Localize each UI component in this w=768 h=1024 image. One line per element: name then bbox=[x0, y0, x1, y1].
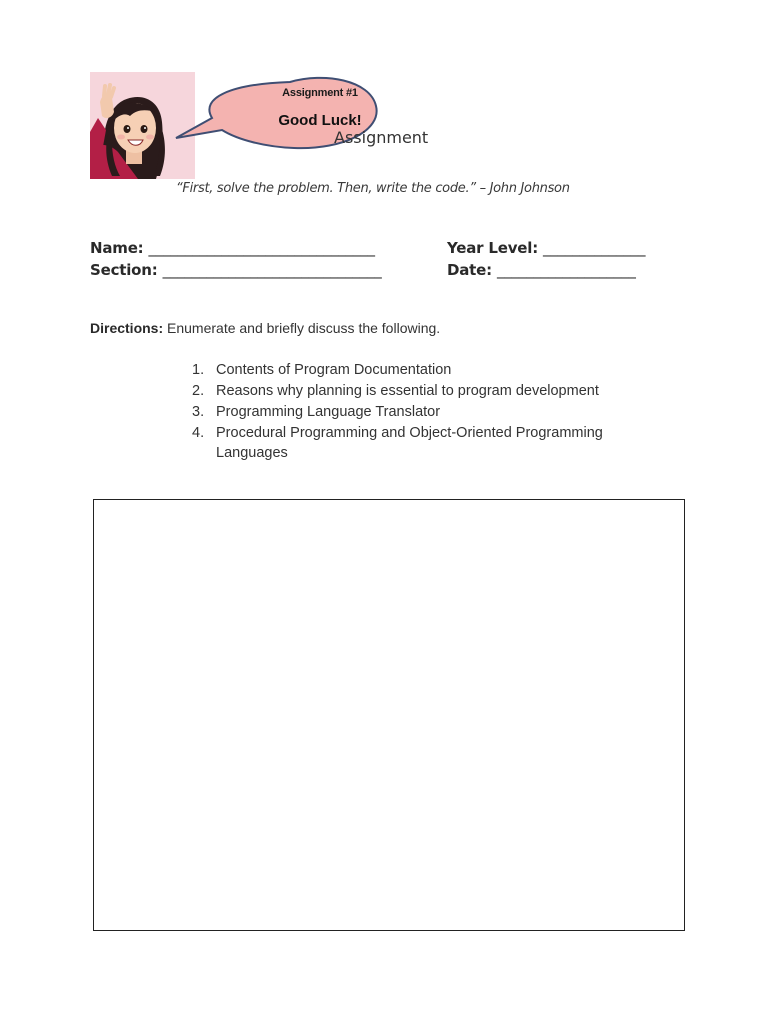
directions-text: Enumerate and briefly discuss the following. bbox=[163, 320, 441, 336]
answer-box[interactable] bbox=[93, 499, 685, 931]
date-field[interactable] bbox=[447, 261, 636, 279]
list-item-text: Contents of Program Documentation bbox=[216, 362, 452, 378]
section-label: Section: bbox=[90, 261, 163, 279]
name-field[interactable] bbox=[90, 239, 447, 257]
list-item-text: Reasons why planning is essential to program development bbox=[216, 383, 599, 399]
list-item-number: 3. bbox=[192, 404, 205, 420]
section-blank: ______________________________ bbox=[162, 261, 382, 279]
date-blank: ___________________ bbox=[496, 261, 636, 279]
list-item bbox=[192, 381, 632, 401]
bubble-good-luck: Good Luck! bbox=[278, 112, 362, 129]
list-item-number: 1. bbox=[192, 362, 205, 378]
name-label: Name: bbox=[90, 239, 149, 257]
section-field[interactable] bbox=[90, 261, 447, 279]
field-row-section bbox=[90, 261, 645, 283]
list-item bbox=[192, 402, 632, 422]
date-label: Date: bbox=[447, 261, 497, 279]
list-item-number: 4. bbox=[192, 425, 205, 441]
year-level-field[interactable] bbox=[447, 239, 645, 257]
list-item-text: Procedural Programming and Object-Oriented Programming Languages bbox=[216, 425, 603, 461]
list-item bbox=[192, 423, 632, 463]
list-item-text: Programming Language Translator bbox=[216, 404, 441, 420]
quote: “First, solve the problem. Then, write the code.” – John Johnson bbox=[176, 181, 570, 196]
field-row-name bbox=[90, 239, 645, 261]
name-blank: _______________________________ bbox=[148, 239, 375, 257]
list-item-number: 2. bbox=[192, 383, 205, 399]
question-list bbox=[192, 360, 632, 464]
year-level-blank: ______________ bbox=[543, 239, 646, 257]
year-level-label: Year Level: bbox=[447, 239, 544, 257]
directions-label: Directions: bbox=[90, 320, 164, 336]
directions bbox=[90, 320, 440, 336]
page-title: Assignment bbox=[334, 128, 429, 147]
student-info-fields bbox=[90, 239, 645, 283]
bubble-assignment-number: Assignment #1 bbox=[282, 87, 358, 99]
list-item bbox=[192, 360, 632, 380]
